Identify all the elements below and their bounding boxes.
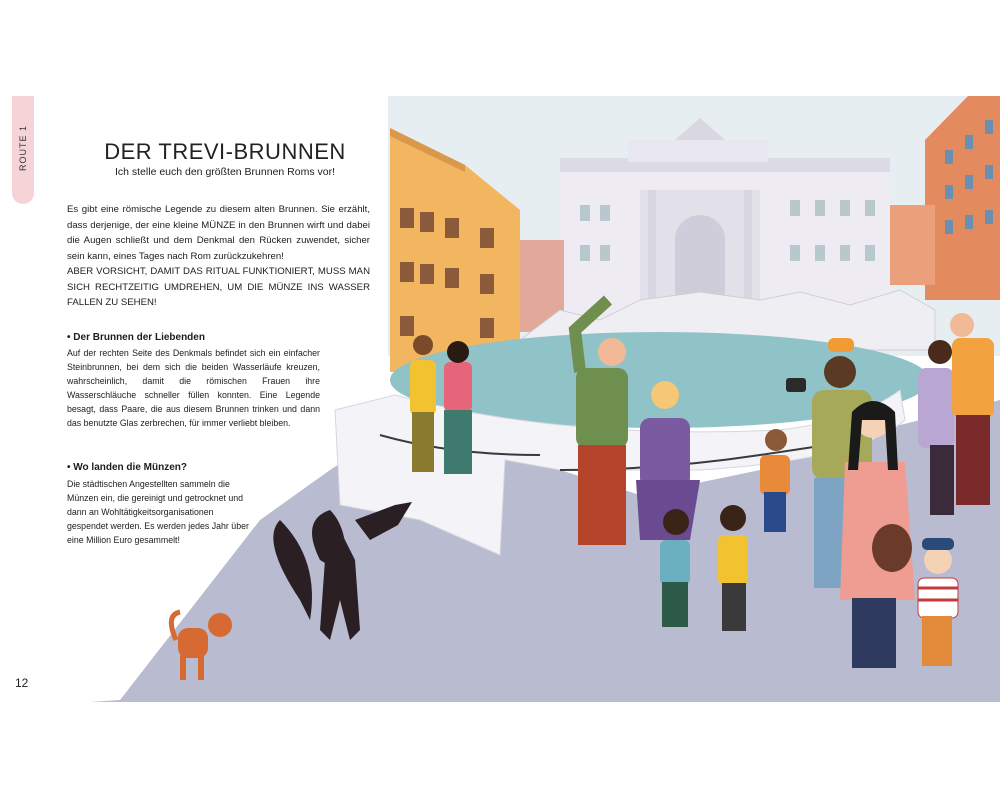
- section-heading-lovers: • Der Brunnen der Liebenden: [67, 332, 205, 343]
- route-tab-label: ROUTE 1: [18, 124, 28, 172]
- section-text-lovers: Auf der rechten Seite des Denkmals befindet sich ein einfacher Steinbrunnen, bei dem sich die beiden Wasserläufe kreuzen, wahrscheinlich, damit die römischen Frauen ihre Wasserschläuche schneller füllen konnten. Eine Legende besagt, dass Paare, die aus diesem Brunnen trinken und dann das benutzte Glas zerbrechen, für immer verliebt bleiben.: [67, 348, 320, 428]
- intro-text: Es gibt eine römische Legende zu diesem alten Brunnen. Sie erzählt, dass derjenige, der eine kleine MÜNZE in den Brunnen wirft und dabei die Augen schließt und dem Denkmal den Rücken zuwendet, sicher sein kann, eines Tages nach Rom zurückzukehren!: [67, 204, 370, 262]
- page-number: 12: [15, 676, 29, 690]
- intro-warning: ABER VORSICHT, DAMIT DAS RITUAL FUNKTIONIERT, MUSS MAN SICH RECHTZEITIG UMDREHEN, UM DIE MÜNZE INS WASSER FALLEN ZU SEHEN!: [67, 266, 370, 308]
- section-heading-coins: • Wo landen die Münzen?: [67, 462, 187, 473]
- section-text-coins: Die städtischen Angestellten sammeln die Münzen ein, die gereinigt und getrocknet und dann an Wohltätigkeitsorganisationen gespendet werden. Es werden jedes Jahr über eine Million Euro gesammelt!: [67, 479, 249, 545]
- page-title: DER TREVI-BRUNNEN: [104, 138, 346, 164]
- intro-paragraph: [67, 202, 370, 311]
- page-subtitle: Ich stelle euch den größten Brunnen Roms vor!: [114, 166, 336, 178]
- route-tab: [12, 96, 34, 204]
